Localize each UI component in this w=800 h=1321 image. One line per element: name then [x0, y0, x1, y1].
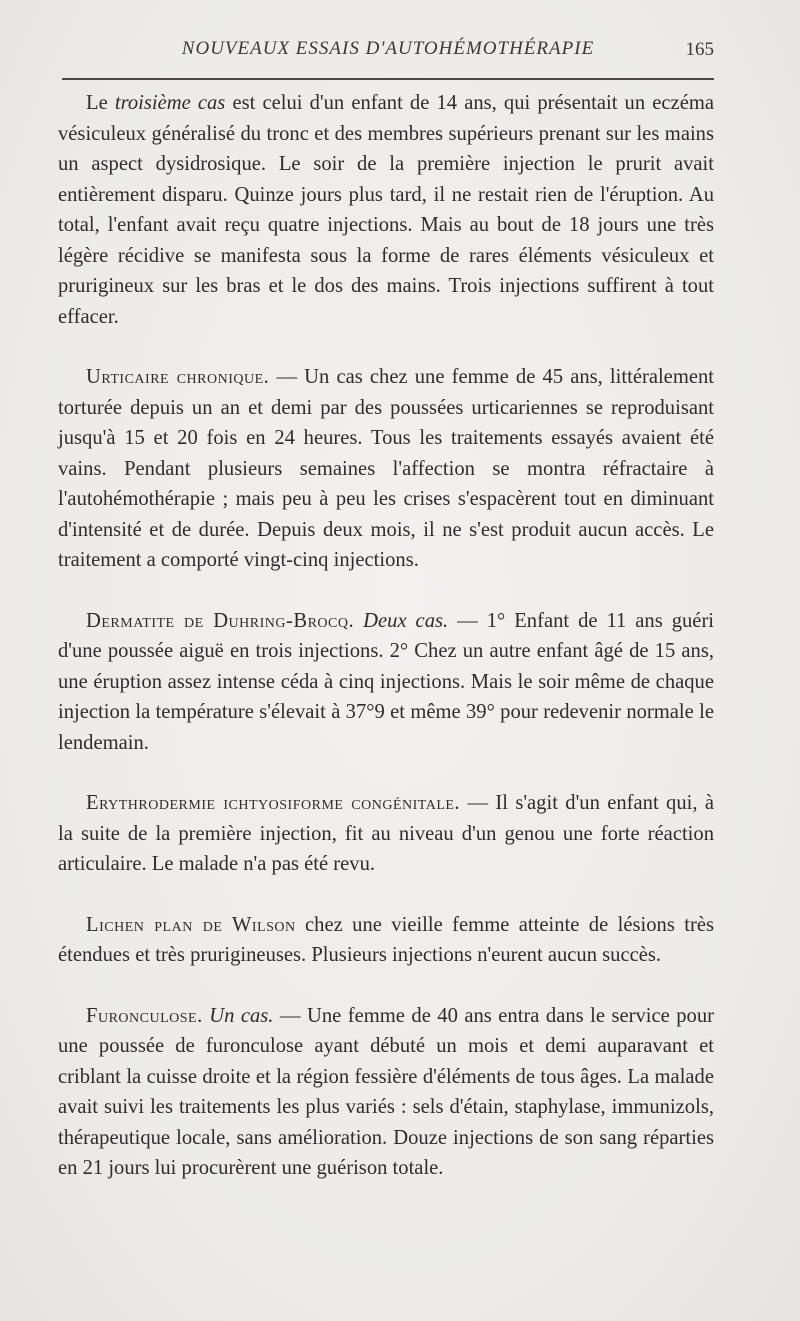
- paragraph-body: — 1° Enfant de 11 ans guéri d'une poussée aiguë en trois injections. 2° Chez un autre enfant âgé de 15 ans, une éruption assez intense céda à cinq injections. Mais le soir même de chaque injection la température s'élevait à 37°9 et même 39° pour redevenir normale le lendemain.: [58, 609, 715, 754]
- section-lead: Lichen plan de Wilson: [86, 913, 296, 936]
- paragraph-body: chez une vieille femme atteinte de lésions très étendues et très prurigineuses. Plusieurs injections n'eurent aucun succès.: [58, 913, 714, 966]
- running-head: [62, 38, 714, 74]
- paragraph-italic-lead: Deux cas.: [363, 609, 449, 632]
- page-number: 165: [685, 39, 714, 60]
- paragraph-furonculose: [58, 1001, 714, 1184]
- paragraph-italic-lead: Un cas.: [209, 1004, 274, 1027]
- paragraph-dermatite: [58, 606, 714, 759]
- paragraph-urticaire: [58, 362, 714, 576]
- section-lead: Erythrodermie ichtyosiforme congénitale.: [86, 792, 461, 814]
- running-head-title: NOUVEAUX ESSAIS D'AUTOHÉMOTHÉRAPIE: [181, 38, 595, 59]
- paragraph-lichen: [58, 910, 714, 971]
- paragraph-erythrodermie: [58, 788, 714, 880]
- paragraph-troisieme-cas: [58, 88, 714, 332]
- section-lead: Urticaire chronique.: [86, 366, 270, 388]
- section-lead: Furonculose.: [86, 1004, 203, 1027]
- header-rule: [62, 78, 714, 80]
- paragraph-italic-lead: troisième cas: [114, 92, 226, 114]
- body-text: [58, 88, 714, 1184]
- paragraph-prefix: Le: [86, 92, 115, 114]
- paragraph-body: — Une femme de 40 ans entra dans le service pour une poussée de furonculose ayant débuté un mois et demi auparavant et criblant la cuisse droite et la région fessière d'éléments de tous âges. La malade avait suivi les traitements les plus variés : sels d'étain, staphylase, immunizols, thérapeutique locale, sans amélioration. Douze injections de son sang réparties en 21 jours lui procurèrent une guérison totale.: [58, 1004, 714, 1179]
- paragraph-body: — Il s'agit d'un enfant qui, à la suite de la première injection, fit au niveau d'un genou une forte réaction articulaire. Le malade n'a pas été revu.: [58, 792, 714, 875]
- section-lead: Dermatite de Duhring-Brocq.: [86, 609, 355, 632]
- paragraph-body: — Un cas chez une femme de 45 ans, littéralement torturée depuis un an et demi par des poussées urticariennes se reproduisant jusqu'à 15 et 20 fois en 24 heures. Tous les traitements essayés avaient été vains. Pendant plusieurs semaines l'affection se montra réfractaire à l'autohémothérapie ; mais peu à peu les crises s'espacèrent tout en diminuant d'intensité et de durée. Depuis deux mois, il ne s'est produit aucun accès. Le traitement a comporté vingt-cinq injections.: [58, 366, 714, 571]
- paragraph-body: est celui d'un enfant de 14 ans, qui présentait un eczéma vésiculeux généralisé du tronc et des membres supérieurs prenant sur les mains un aspect dysidrosique. Le soir de la première injection le prurit avait entièrement disparu. Quinze jours plus tard, il ne restait rien de l'éruption. Au total, l'enfant avait reçu quatre injections. Mais au bout de 18 jours une très légère récidive se manifesta sous la forme de rares éléments vésiculeux et prurigineux sur les bras et le dos des mains. Trois injections suffirent à tout effacer.: [58, 92, 715, 328]
